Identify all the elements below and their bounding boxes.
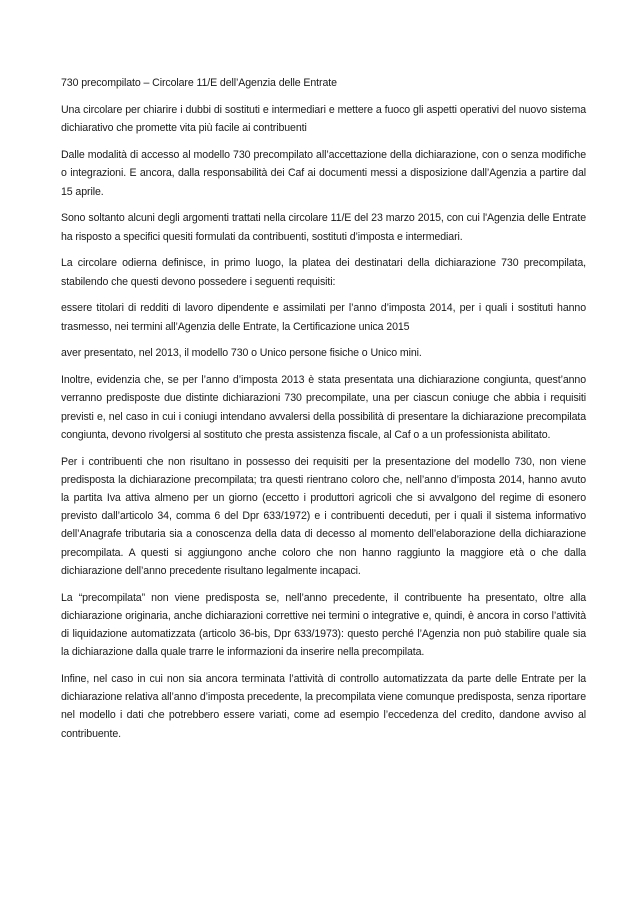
paragraph-circolare: Sono soltanto alcuni degli argomenti trattati nella circolare 11/E del 23 marzo 2015, con cui l'Agenzia delle Entrate ha risposto a specifici quesiti formulati da contribuenti, sostituti d’imposta e intermediari. <box>61 212 586 243</box>
paragraph-modalita: Dalle modalità di accesso al modello 730 precompilato all’accettazione della dichiarazione, con o senza modifiche o integrazioni. E ancora, dalla responsabilità dei Caf ai documenti messi a disposizione dall’Agenzia a partire dal 15 aprile. <box>61 149 586 198</box>
paragraph-congiunta: Inoltre, evidenzia che, se per l’anno d’imposta 2013 è stata presentata una dichiarazione congiunta, quest’anno verranno predisposte due distinte dichiarazioni 730 precompilate, una per ciascun coniuge che abbia i requisiti previsti e, nel caso in cui i coniugi intendano avvalersi della possibilità di presentare la dichiarazione precompilata congiunta, devono rivolgersi al sostituto che presta assistenza fiscale, al Caf o a un professionista abilitato. <box>61 374 586 441</box>
document-body <box>61 74 586 751</box>
paragraph-controllo: Infine, nel caso in cui non sia ancora terminata l’attività di controllo automatizzata da parte delle Entrate per la dichiarazione relativa all’anno d’imposta precedente, la precompilata viene comunque predisposta, senza riportare nel modello i dati che potrebbero essere variati, come ad esempio l’eccedenza del credito, dandone avviso al contribuente. <box>61 673 586 740</box>
paragraph-intro: Una circolare per chiarire i dubbi di sostituti e intermediari e mettere a fuoco gli aspetti operativi del nuovo sistema dichiarativo che promette vita più facile ai contribuenti <box>61 104 586 135</box>
paragraph-esclusi: Per i contribuenti che non risultano in possesso dei requisiti per la presentazione del modello 730, non viene predisposta la dichiarazione precompilata; tra questi rientrano coloro che, nell’anno d’imposta 2014, hanno avuto la partita Iva attiva almeno per un giorno (eccetto i produttori agricoli che si avvalgono del regime di esonero previsto dall’articolo 34, comma 6 del Dpr 633/1972) e i contribuenti deceduti, per i quali il sistema informativo dell’Anagrafe tributaria sia a conoscenza della data di decesso al momento dell’elaborazione della dichiarazione precompilata. A questi si aggiungono anche coloro che non hanno raggiunto la maggiore età o che dalla dichiarazione dell’anno precedente risultano legalmente incapaci. <box>61 455 586 577</box>
paragraph-requisito-redditi: essere titolari di redditi di lavoro dipendente e assimilati per l’anno d’imposta 2014, per i quali i sostituti hanno trasmesso, nei termini all’Agenzia delle Entrate, la Certificazione unica 2015 <box>61 302 586 333</box>
paragraph-requisito-modello: aver presentato, nel 2013, il modello 730 o Unico persone fisiche o Unico mini. <box>61 347 422 360</box>
paragraph-platea: La circolare odierna definisce, in primo luogo, la platea dei destinatari della dichiarazione 730 precompilata, stabilendo che questi devono possedere i seguenti requisiti: <box>61 257 586 288</box>
paragraph-correttive: La “precompilata” non viene predisposta se, nell’anno precedente, il contribuente ha presentato, oltre alla dichiarazione originaria, anche dichiarazioni correttive nei termini o integrative e, quindi, è ancora in corso l’attività di liquidazione automatizzata (articolo 36-bis, Dpr 633/1973): questo perché l’Agenzia non può stabilire quale sia la dichiarazione dalla quale trarre le informazioni da inserire nella precompilata. <box>61 591 586 659</box>
document-title: 730 precompilato – Circolare 11/E dell’Agenzia delle Entrate <box>61 77 337 89</box>
